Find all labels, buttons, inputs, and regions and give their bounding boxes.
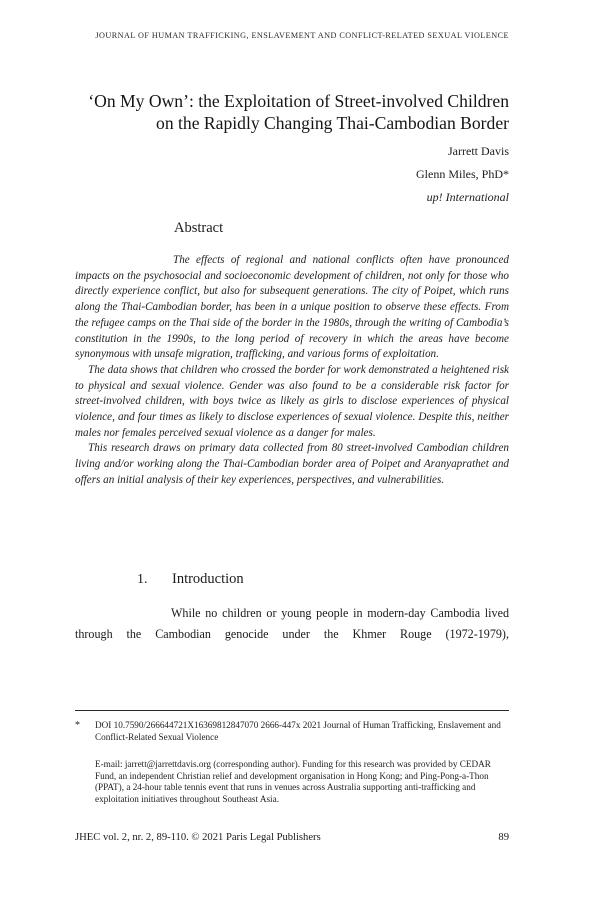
abstract-paragraph-1: The effects of regional and national conflicts often have pronounced impacts on the psychosocial and socioeconomic development of children, not only for those who directly experience conflict, but also for subsequent generations. The city of Poipet, which runs along the Thai-Cambodian border, has been in a unique position to observe these effects. From the refugee camps on the Thai side of the border in the 1980s, through the writing of Cambodia’s constitution in the 1990s, to the long period of recovery in which the areas have become synonymous with unsafe migration, trafficking, and various forms of exploitation. <box>75 254 509 361</box>
footnote-mark: * <box>75 720 80 731</box>
article-title <box>40 90 509 134</box>
title-line-2: on the Rapidly Changing Thai-Cambodian Border <box>156 113 509 133</box>
page-number: 89 <box>498 832 509 843</box>
footer-citation: JHEC vol. 2, nr. 2, 89-110. © 2021 Paris Legal Publishers <box>75 832 321 843</box>
section-number: 1. <box>137 572 148 587</box>
body-paragraph: While no children or young people in modern-day Cambodia lived through the Cambodian genocide under the Khmer Rouge (1972-1979), <box>75 606 509 641</box>
section-title: Introduction <box>172 571 244 587</box>
footnote-doi: DOI 10.7590/266644721X16369812847070 2666-447x 2021 Journal of Human Trafficking, Enslavement and Conflict-Related Sexual Violence <box>95 720 501 742</box>
footnote-divider <box>75 710 509 711</box>
affiliation: up! International <box>426 190 509 204</box>
abstract-paragraph-2: The data shows that children who crossed the border for work demonstrated a heightened risk to physical and sexual violence. Gender was also found to be a considerable risk factor for street-involved children, with boys twice as likely as girls to disclose experiences of physical violence, and four times as likely to disclose experiences of sexual violence. Despite this, neither males nor females perceived sexual violence as a danger for males. <box>75 363 509 439</box>
abstract-heading: Abstract <box>174 220 224 236</box>
running-head: JOURNAL OF HUMAN TRAFFICKING, ENSLAVEMENT AND CONFLICT-RELATED SEXUAL VIOLENCE <box>95 31 509 40</box>
title-line-1: ‘On My Own’: the Exploitation of Street-involved Children <box>88 91 509 111</box>
abstract-body <box>75 253 509 489</box>
author-1: Jarrett Davis <box>448 144 509 158</box>
footnote-email: E-mail: jarrett@jarrettdavis.org (corresponding author). Funding for this research was provided by CEDAR Fund, an independent Christian relief and development organisation in Hong Kong; and Ping-Pong-a-Thon (PPAT), a 24-hour table tennis event that runs in venues across Australia supporting anti-trafficking and exploitation initiatives throughout Southeast Asia. <box>95 759 491 804</box>
abstract-paragraph-3: This research draws on primary data collected from 80 street-involved Cambodian children living and/or working along the Thai-Cambodian border area of Poipet and Aranyaprathet and offers an initial analysis of their key experiences, perspectives, and vulnerabilities. <box>75 442 509 486</box>
author-2: Glenn Miles, PhD* <box>416 167 509 181</box>
